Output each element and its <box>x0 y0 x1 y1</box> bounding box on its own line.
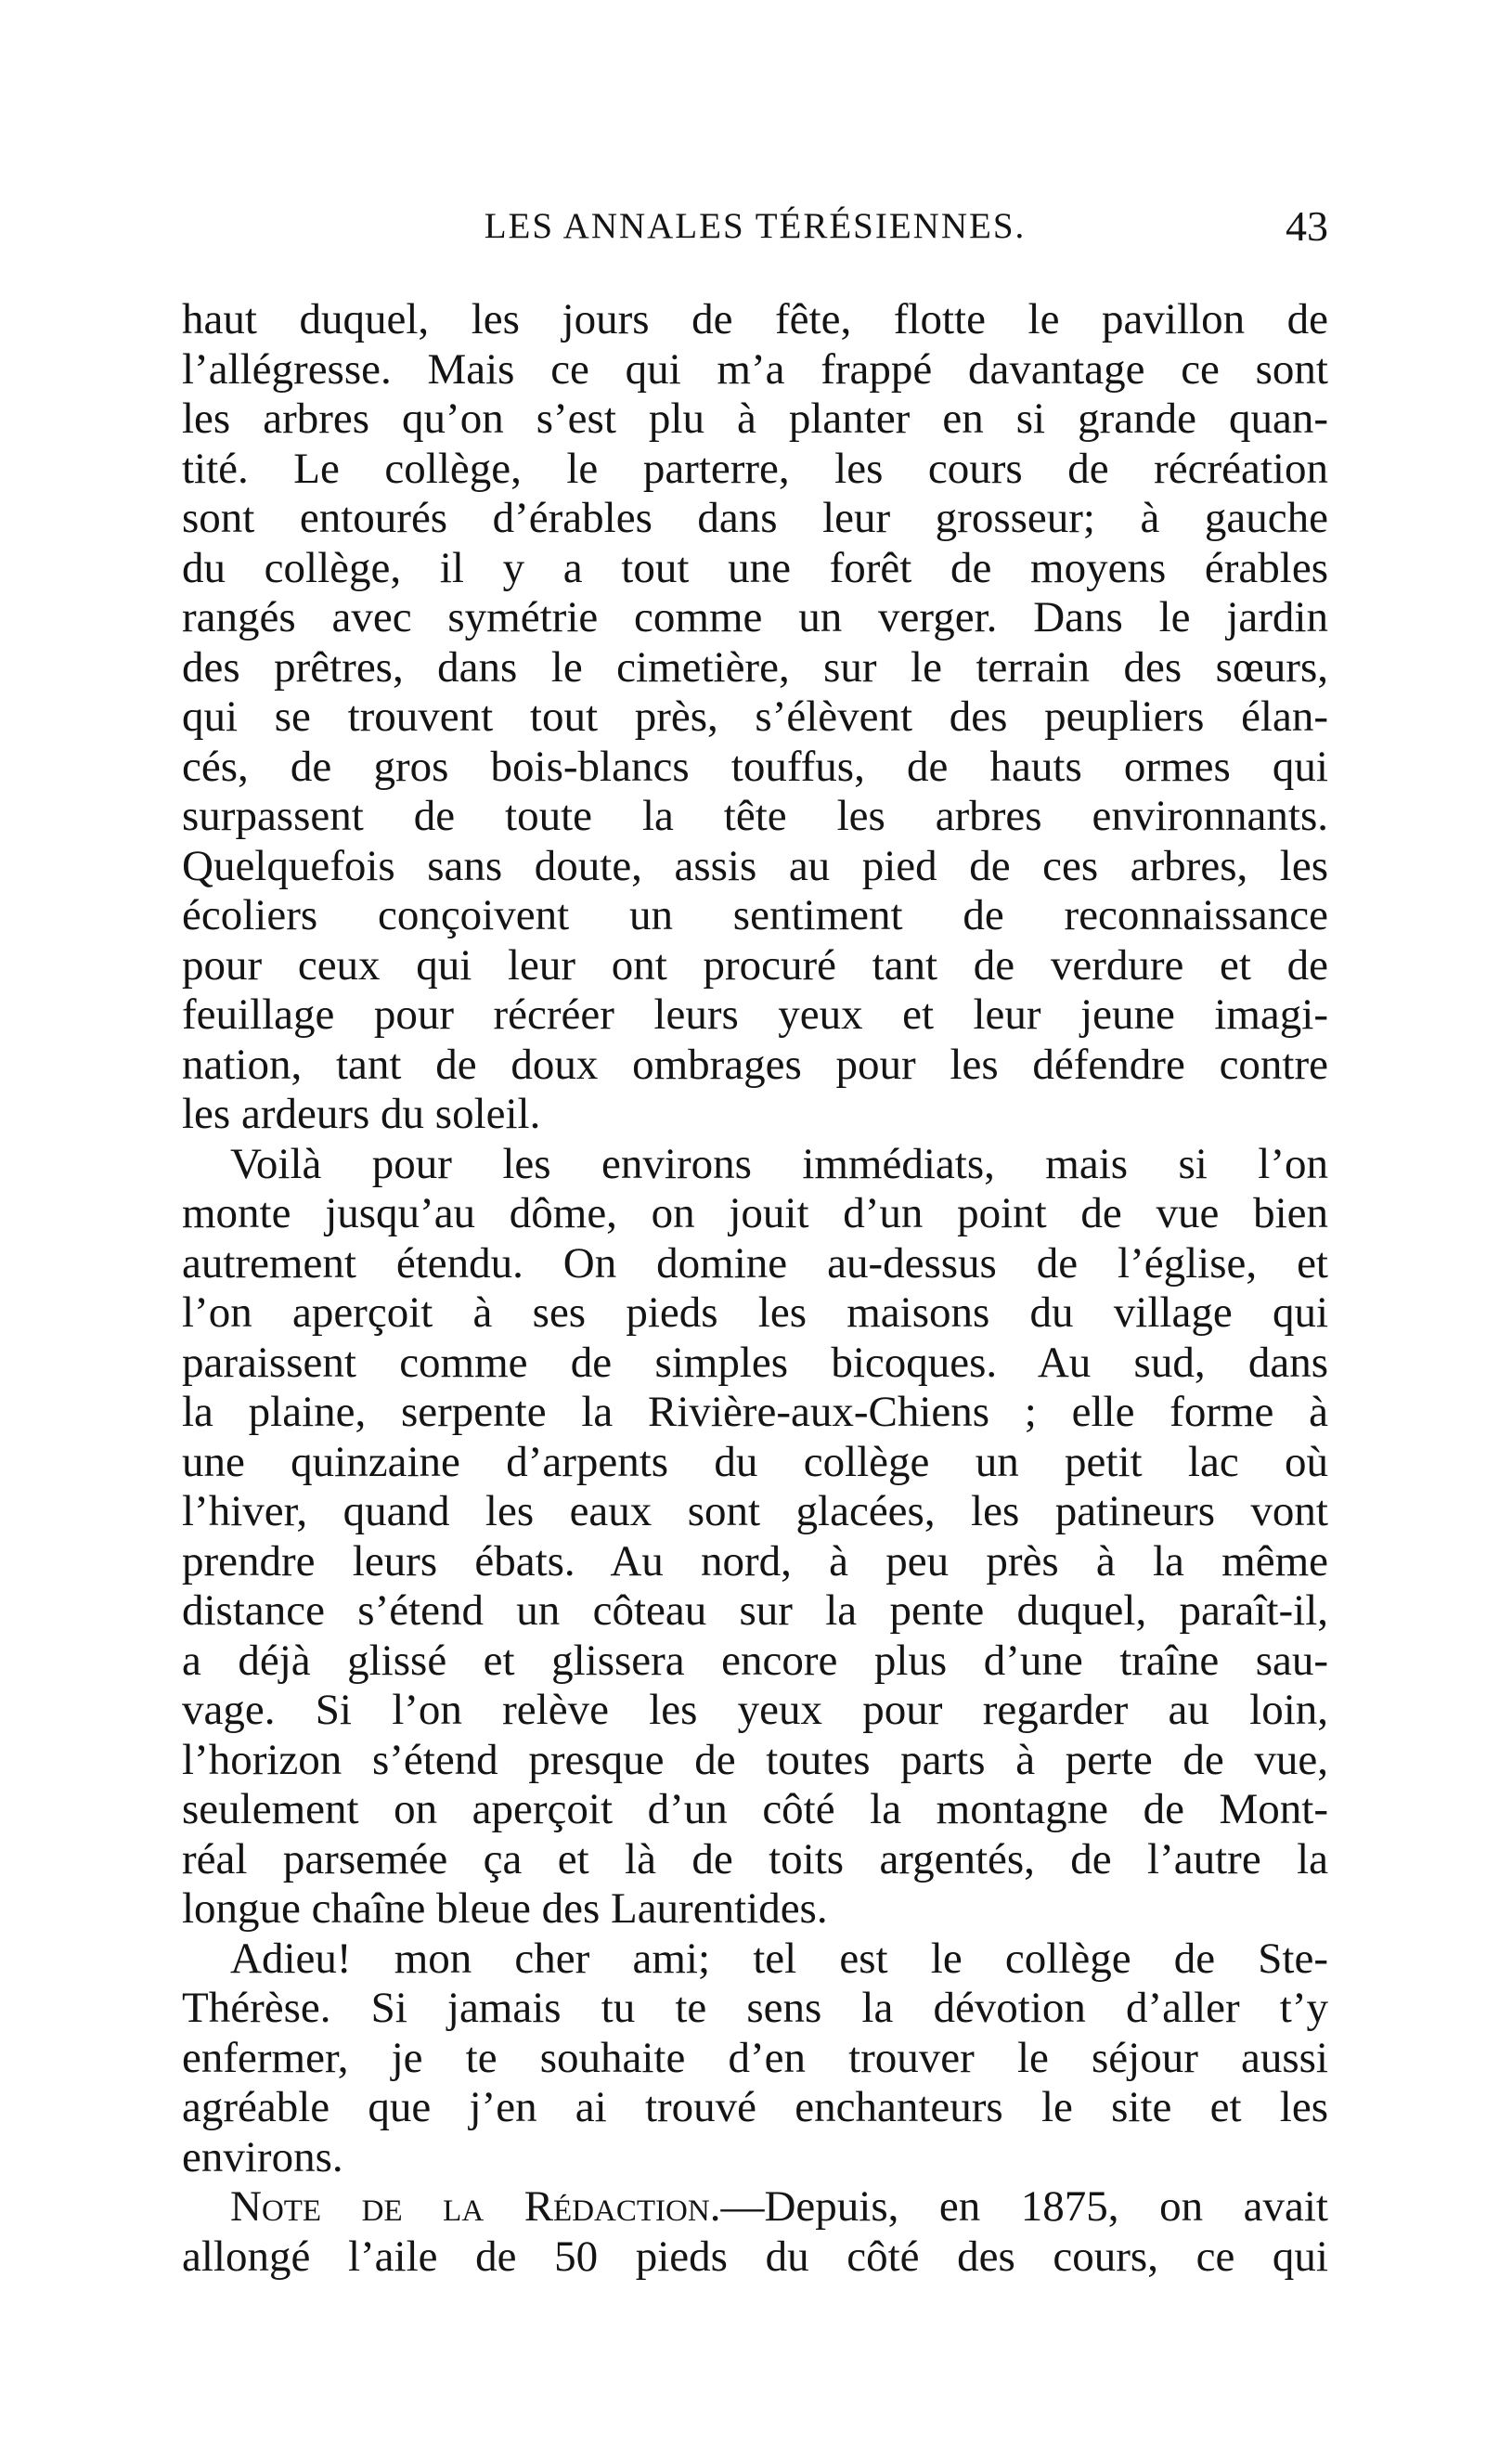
text-line: longue chaîne bleue des Laurentides. <box>182 1884 828 1933</box>
paragraph <box>182 295 1328 1140</box>
text-line: une quinzaine d’arpents du collège un petit lac où <box>182 1437 1328 1486</box>
text-line: seulement on aperçoit d’un côté la montagne de Mont- <box>182 1785 1328 1833</box>
text-line: cés, de gros bois-blancs touffus, de hauts ormes qui <box>182 742 1328 791</box>
text-line: sont entourés d’érables dans leur grosseur; à gauche <box>182 494 1328 542</box>
text-line: environs. <box>182 2132 343 2181</box>
text-line <box>182 2182 1328 2233</box>
text-line: l’on aperçoit à ses pieds les maisons du village qui <box>182 1288 1328 1337</box>
text-line: pour ceux qui leur ont procuré tant de verdure et de <box>182 940 1328 990</box>
text-line: tité. Le collège, le parterre, les cours de récréation <box>182 444 1328 493</box>
note-text: —Depuis, en 1875, on avait <box>720 2182 1328 2231</box>
text-line: distance s’étend un côteau sur la pente duquel, paraît-il, <box>182 1586 1328 1635</box>
text-line: rangés avec symétrie comme un verger. Dans le jardin <box>182 593 1328 641</box>
text-line: l’allégresse. Mais ce qui m’a frappé davantage ce sont <box>182 344 1328 394</box>
running-header <box>182 199 1328 254</box>
note-lead: Note de la Rédaction. <box>230 2182 721 2231</box>
text-line: les ardeurs du soleil. <box>182 1090 541 1138</box>
text-line: du collège, il y a tout une forêt de moyens érables <box>182 543 1328 592</box>
text-line: l’horizon s’étend presque de toutes parts à perte de vue, <box>182 1735 1328 1784</box>
text-line: des prêtres, dans le cimetière, sur le terrain des sœurs, <box>182 642 1328 692</box>
text-line: qui se trouvent tout près, s’élèvent des peupliers élan- <box>182 692 1328 741</box>
text-line: agréable que j’en ai trouvé enchanteurs le site et les <box>182 2083 1328 2131</box>
text-line: la plaine, serpente la Rivière-aux-Chiens ; elle forme à <box>182 1388 1328 1436</box>
text-line: paraissent comme de simples bicoques. Au sud, dans <box>182 1338 1328 1387</box>
paragraph <box>182 1140 1328 1935</box>
text-line: vage. Si l’on relève les yeux pour regarder au loin, <box>182 1686 1328 1734</box>
text-line: Adieu! mon cher ami; tel est le collège de Ste- <box>230 1934 1328 1983</box>
text-line: haut duquel, les jours de fête, flotte le pavillon de <box>182 295 1328 343</box>
text-body <box>182 295 1328 2282</box>
text-line: l’hiver, quand les eaux sont glacées, les patineurs vont <box>182 1487 1328 1535</box>
page-number: 43 <box>1286 202 1328 250</box>
text-line: Quelquefois sans doute, assis au pied de ces arbres, les <box>182 841 1328 890</box>
text-line: Thérèse. Si jamais tu te sens la dévotion d’aller t’y <box>182 1984 1328 2032</box>
editor-note <box>182 2182 1328 2282</box>
text-line: les arbres qu’on s’est plu à planter en si grande quan- <box>182 395 1328 443</box>
running-title: LES ANNALES TÉRÉSIENNES. <box>484 206 1027 246</box>
text-line: a déjà glissé et glissera encore plus d’une traîne sau- <box>182 1636 1328 1685</box>
text-line: Voilà pour les environs immédiats, mais si l’on <box>230 1139 1328 1188</box>
paragraph <box>182 1935 1328 2183</box>
text-line: enfermer, je te souhaite d’en trouver le séjour aussi <box>182 2033 1328 2082</box>
text-line: monte jusqu’au dôme, on jouit d’un point de vue bien <box>182 1189 1328 1237</box>
text-line: allongé l’aile de 50 pieds du côté des cours, ce qui <box>182 2232 1328 2281</box>
text-line: écoliers conçoivent un sentiment de reconnaissance <box>182 891 1328 939</box>
text-line: surpassent de toute la tête les arbres environnants. <box>182 792 1328 840</box>
text-line: feuillage pour récréer leurs yeux et leur jeune imagi- <box>182 990 1328 1039</box>
text-line: prendre leurs ébats. Au nord, à peu près à la même <box>182 1536 1328 1585</box>
text-line: réal parsemée ça et là de toits argentés, de l’autre la <box>182 1834 1328 1883</box>
text-line: autrement étendu. On domine au-dessus de l’église, et <box>182 1238 1328 1288</box>
text-line: nation, tant de doux ombrages pour les défendre contre <box>182 1040 1328 1089</box>
